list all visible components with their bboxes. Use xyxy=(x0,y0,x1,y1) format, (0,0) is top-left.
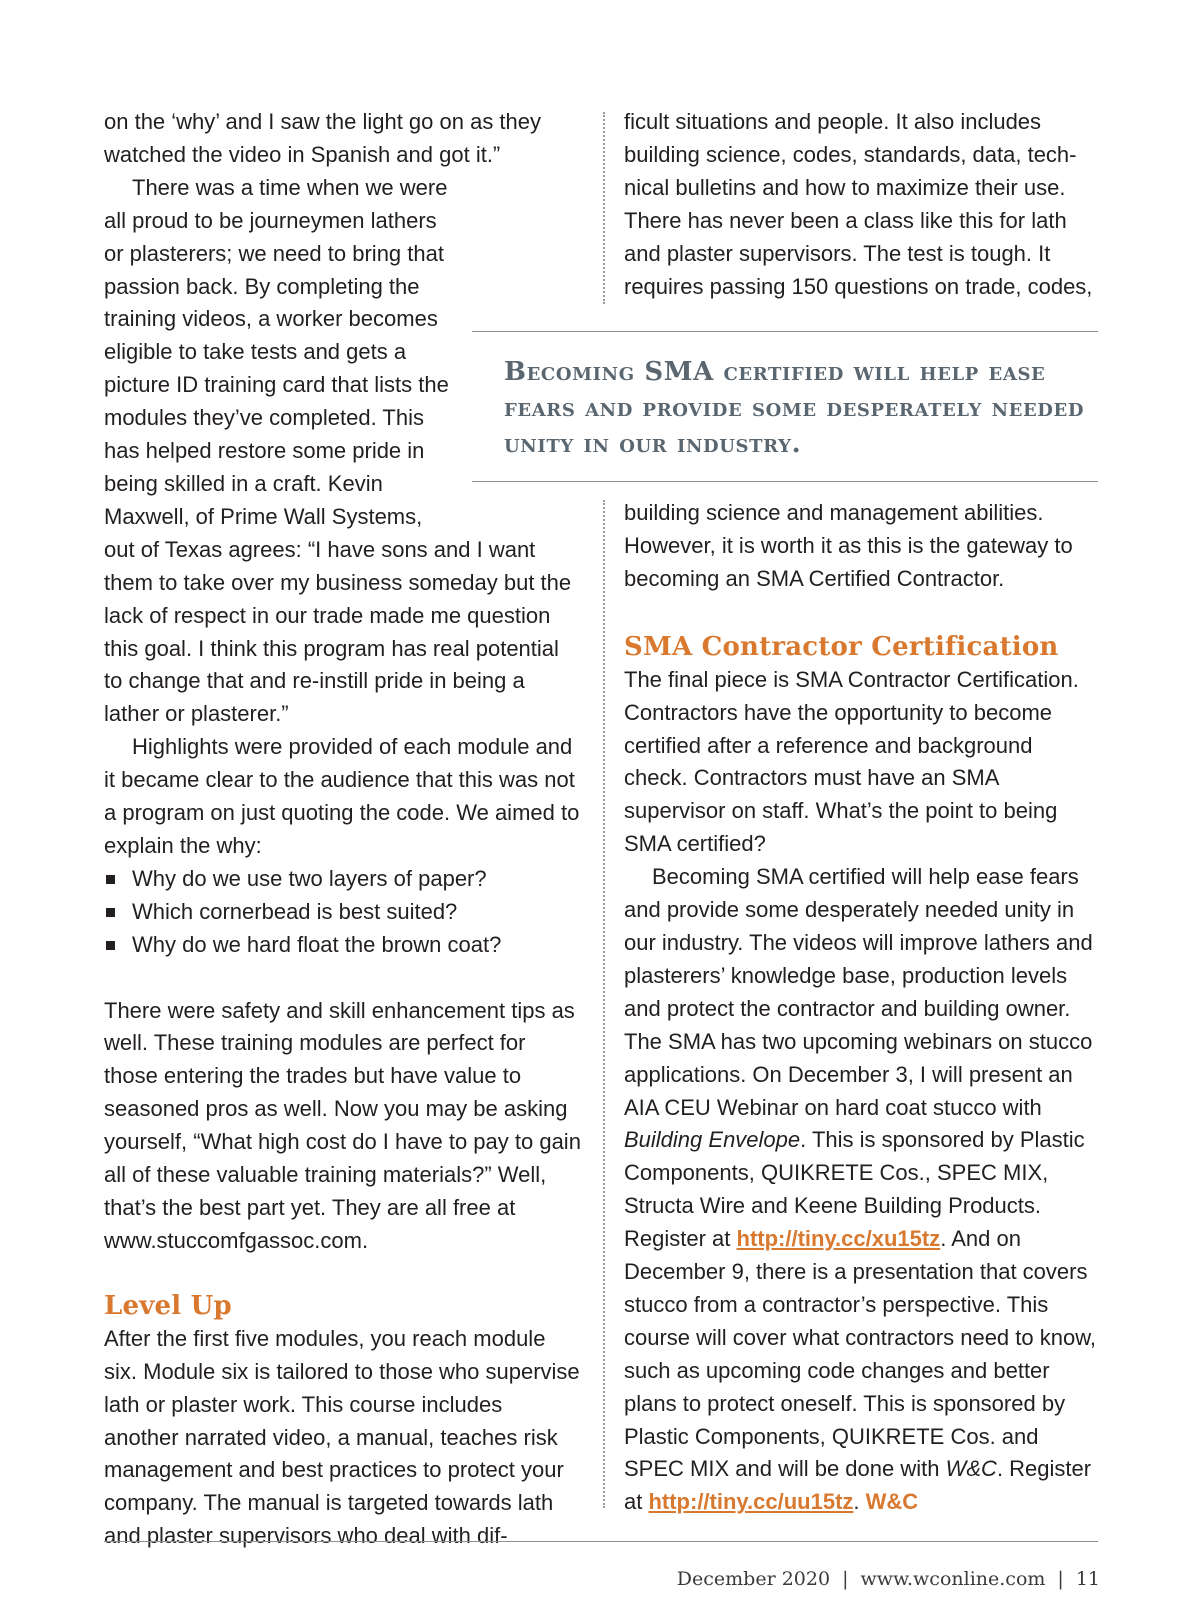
paragraph: The final piece is SMA Contractor Certification. Contractors have the opportunity to become certified after a reference and background check. Contractors must have an SMA supervisor on staff. What’s the point to being SMA certified? xyxy=(624,666,1079,857)
list-item: Which cornerbead is best suited? xyxy=(104,896,582,929)
pull-quote: Becoming SMA certified will help ease fears and provide some desperately needed unity in our industry. xyxy=(504,357,1085,459)
square-bullet-icon xyxy=(106,941,115,950)
pull-quote-top-rule xyxy=(472,331,1098,332)
issue-date: December 2020 xyxy=(676,1568,831,1590)
list-item: Why do we hard float the brown coat? xyxy=(104,929,582,962)
column-divider xyxy=(603,112,605,304)
paragraph: ficult situations and people. It also includes building science, codes, standards, data, technical bulletins and how to maximize their use. There has never been a class like this for lath and plaster supervisors. The test is tough. It requires passing 150 questions on trade, codes, xyxy=(624,109,1093,299)
section-heading-sma-contractor-certification: SMA Contractor Certification xyxy=(624,631,1059,662)
paragraph: building science and management abilities. However, it is worth it as this is the gateway to becoming an SMA Certified Contractor. xyxy=(624,500,1073,591)
paragraph: After the first five modules, you reach module six. Module six is tailored to those who supervise lath or plaster work. This course includes another narrated video, a manual, teaches risk management and best practices to protect your company. The manual is targeted towards lath and plaster supervisors who deal with dif- xyxy=(104,1325,580,1549)
section-heading-level-up: Level Up xyxy=(104,1290,232,1321)
right-column-top xyxy=(624,106,1098,303)
website: www.wconline.com xyxy=(860,1568,1046,1590)
paragraph: There was a time when we were all proud to be journeymen lathers or plasterers; we need to bring that passion back. By completing the training videos, a worker becomes eligible to take tests and gets a picture ID training card that lists the modules they’ve completed. This has helped restore some pride in being skilled in a craft. Kevin Maxwell, of Prime Wall Systems, out of Texas agrees: “I have sons and I want them to take over my business someday but the lack of respect in our trade made me question this goal. I think this program has real potential to change that and re-instill pride in being a lather or plasterer.” xyxy=(104,174,572,727)
right-column-bottom xyxy=(624,497,1098,1519)
column-divider xyxy=(603,500,605,1508)
register-link-dec-3[interactable]: http://tiny.cc/xu15tz xyxy=(736,1226,941,1252)
square-bullet-icon xyxy=(106,875,115,884)
paragraph: on the ‘why’ and I saw the light go on as they watched the video in Spanish and got it.” xyxy=(104,109,542,167)
paragraph: Becoming SMA certified will help ease fears and provide some desperately needed unity in our industry. The videos will improve lathers and plasterers’ knowledge base, production levels and protect the contractor and building owner. The SMA has two upcoming webinars on stucco applications. On December 3, I will present an AIA CEU Webinar on hard coat stucco with Building Envelope. This is sponsored by Plastic Components, QUIKRETE Cos., SPEC MIX, Structa Wire and Keene Building Products. Register at http://tiny.cc/xu15tz. And on December 9, there is a presentation that covers stucco from a contractor’s perspective. This course will cover what contractors need to know, such as upcoming code changes and better plans to protect oneself. This is sponsored by Plastic Components, QUIKRETE Cos. and SPEC MIX and will be done with W&C. Register at http://tiny.cc/uu15tz. W&C xyxy=(624,864,1097,1515)
paragraph: Highlights were provided of each module and it became clear to the audience that this was not a program on just quoting the code. We aimed to explain the why: xyxy=(104,734,580,858)
left-column xyxy=(104,106,582,1553)
list-item: Why do we use two layers of paper? xyxy=(104,863,582,896)
bullet-list xyxy=(104,863,582,962)
register-link-dec-9[interactable]: http://tiny.cc/uu15tz xyxy=(648,1489,854,1515)
paragraph: There were safety and skill enhancement tips as well. These training modules are perfect for those entering the trades but have value to seasoned pros as well. Now you may be asking yourself, “What high cost do I have to pay to gain all of these valuable training materials?” Well, that’s the best part yet. They are all free at www.stuccomfgassoc.com. xyxy=(104,997,581,1253)
page-number: 11 xyxy=(1075,1568,1100,1590)
footer-rule xyxy=(104,1541,1098,1542)
square-bullet-icon xyxy=(106,908,115,917)
end-mark: W&C xyxy=(865,1489,919,1515)
pull-quote-bottom-rule xyxy=(472,481,1098,482)
page-footer: December 2020 | www.wconline.com | 11 xyxy=(676,1568,1100,1590)
